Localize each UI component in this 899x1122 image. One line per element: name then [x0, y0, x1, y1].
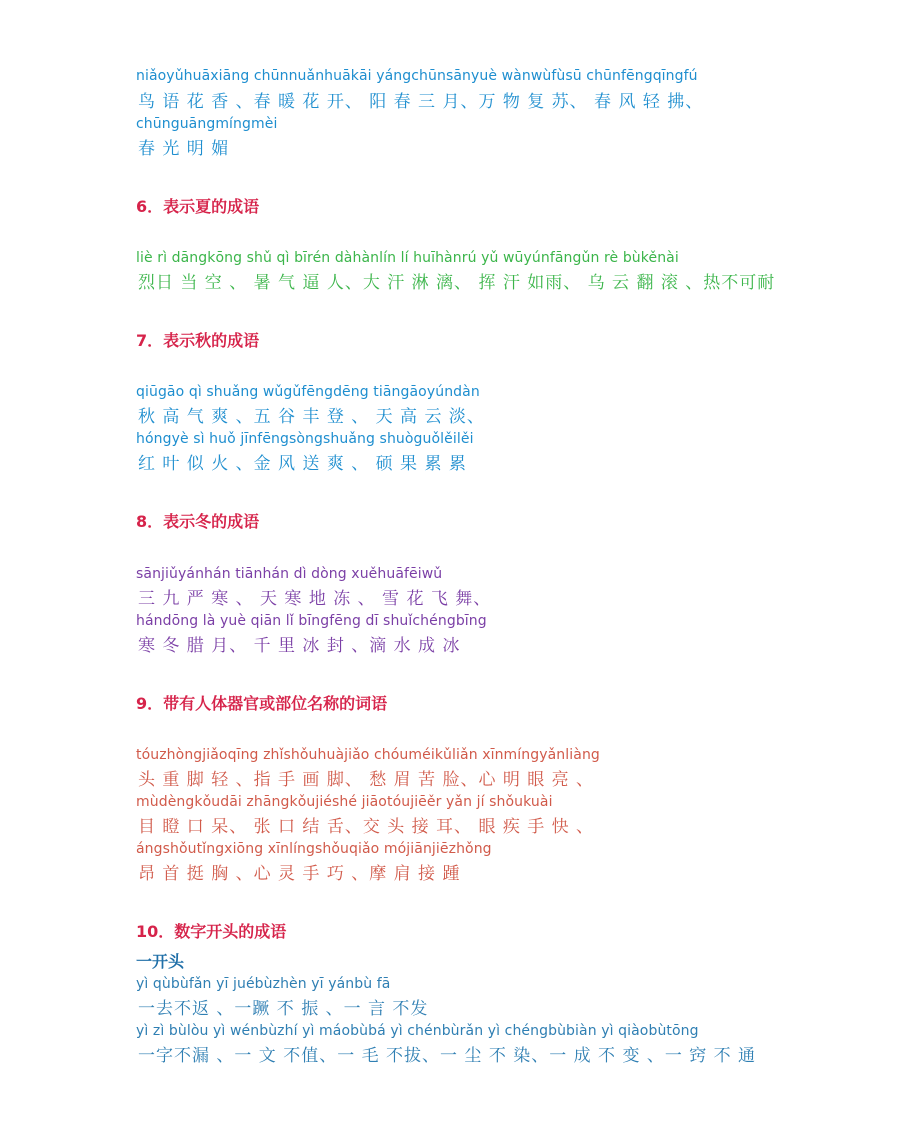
autumn-hanzi-row-2: 红 叶 似 火 、金 风 送 爽 、 硕 果 累 累 — [138, 454, 467, 474]
body-hanzi-row-2: 目 瞪 口 呆、 张 口 结 舌、交 头 接 耳、 眼 疾 手 快 、 — [138, 817, 595, 837]
numbers-subheading: 一开头 — [136, 952, 185, 971]
body-hanzi-row-1: 头 重 脚 轻 、指 手 画 脚、 愁 眉 苦 脸、心 明 眼 亮 、 — [138, 770, 595, 790]
spring-pinyin-row-1: niǎoyǔhuāxiāng chūnnuǎnhuākāi yángchūnsānyuè wànwùfùsū chūnfēngqīngfú — [136, 68, 698, 84]
numbers-hanzi-row-2: 一字不漏 、一 文 不值、一 毛 不拔、一 尘 不 染、一 成 不 变 、一 窍 不 通 — [138, 1046, 757, 1066]
body-pinyin-row-1: tóuzhòngjiǎoqīng zhǐshǒuhuàjiǎo chóuméikǔliǎn xīnmíngyǎnliàng — [136, 747, 600, 763]
body-pinyin-row-2: mùdèngkǒudāi zhāngkǒujiéshé jiāotóujiēěr yǎn jí shǒukuài — [136, 794, 553, 810]
summer-hanzi-row-1: 烈日 当 空 、 暑 气 逼 人、大 汗 淋 漓、 挥 汗 如雨、 乌 云 翻 滚 、热不可耐 — [138, 273, 776, 293]
summer-heading: 6．表示夏的成语 — [136, 197, 260, 216]
spring-hanzi-row-2: 春 光 明 媚 — [138, 139, 230, 159]
numbers-pinyin-row-1: yì qùbùfǎn yī juébùzhèn yī yánbù fā — [136, 976, 391, 992]
body-heading: 9．带有人体器官或部位名称的词语 — [136, 694, 388, 713]
autumn-hanzi-row-1: 秋 高 气 爽 、五 谷 丰 登 、 天 高 云 淡、 — [138, 407, 485, 427]
numbers-hanzi-row-1: 一去不返 、一蹶 不 振 、一 言 不发 — [138, 999, 429, 1019]
autumn-pinyin-row-2: hóngyè sì huǒ jīnfēngsòngshuǎng shuòguǒlěilěi — [136, 431, 474, 447]
body-hanzi-row-3: 昂 首 挺 胸 、心 灵 手 巧 、摩 肩 接 踵 — [138, 864, 461, 884]
winter-hanzi-row-1: 三 九 严 寒 、 天 寒 地 冻 、 雪 花 飞 舞、 — [138, 589, 492, 609]
body-pinyin-row-3: ángshǒutǐngxiōng xīnlíngshǒuqiǎo mójiānjiēzhǒng — [136, 841, 492, 857]
winter-pinyin-row-1: sānjiǔyánhán tiānhán dì dòng xuěhuāfēiwǔ — [136, 566, 443, 582]
winter-hanzi-row-2: 寒 冬 腊 月、 千 里 冰 封 、滴 水 成 冰 — [138, 636, 461, 656]
spring-hanzi-row-1: 鸟 语 花 香 、春 暖 花 开、 阳 春 三 月、万 物 复 苏、 春 风 轻 拂、 — [138, 92, 704, 112]
winter-pinyin-row-2: hándōng là yuè qiān lǐ bīngfēng dī shuǐchéngbīng — [136, 613, 487, 629]
numbers-heading: 10．数字开头的成语 — [136, 922, 287, 941]
spring-pinyin-row-2: chūnguāngmíngmèi — [136, 116, 278, 132]
summer-pinyin-row-1: liè rì dāngkōng shǔ qì bīrén dàhànlín lí huīhànrú yǔ wūyúnfāngǔn rè bùkěnài — [136, 250, 679, 266]
winter-heading: 8．表示冬的成语 — [136, 512, 260, 531]
autumn-pinyin-row-1: qiūgāo qì shuǎng wǔgǔfēngdēng tiāngāoyúndàn — [136, 384, 480, 400]
autumn-heading: 7．表示秋的成语 — [136, 331, 260, 350]
numbers-pinyin-row-2: yì zì bùlòu yì wénbùzhí yì máobùbá yì chénbùrǎn yì chéngbùbiàn yì qiàobùtōng — [136, 1023, 699, 1039]
